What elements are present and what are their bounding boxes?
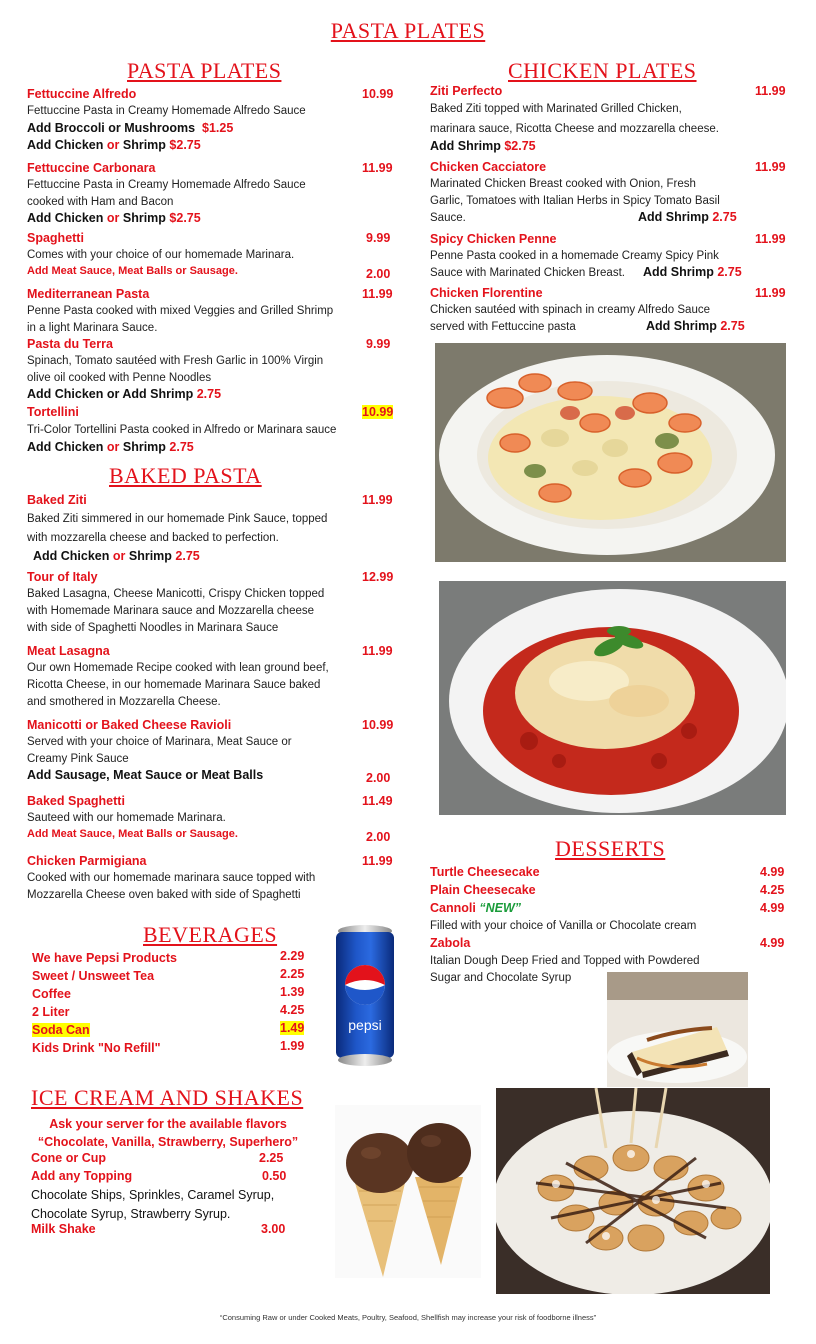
pepsi-can-label: pepsi — [348, 1017, 382, 1033]
item-name: Ziti Perfecto — [430, 84, 503, 98]
icecream-section-title: ICE CREAM AND SHAKES — [31, 1085, 304, 1110]
item-name: Pasta du Terra — [27, 337, 113, 351]
item-addon: Add Meat Sauce, Meat Balls or Sausage. — [27, 265, 238, 277]
item-description: Cooked with our homemade marinara sauce topped with Mozzarella Cheese oven baked with side of Spaghetti — [27, 872, 316, 901]
item-price: 10.99 — [362, 87, 394, 101]
item-price: 11.99 — [362, 854, 393, 868]
item-price: 11.99 — [755, 84, 786, 98]
item-addon: Add Meat Sauce, Meat Balls or Sausage. — [27, 828, 238, 840]
beverage-list — [32, 949, 312, 1057]
pepsi-can-image — [332, 923, 398, 1068]
chicken-section-title: CHICKEN PLATES — [508, 58, 697, 83]
item-price: 2.25 — [259, 1151, 284, 1165]
item-name: Milk Shake — [31, 1222, 96, 1236]
item-addon: Add Shrimp 2.75 — [646, 319, 745, 333]
item-price: 9.99 — [366, 337, 391, 351]
item-name: Zabola — [430, 936, 471, 950]
item-name: Tortellini — [27, 405, 79, 419]
item-name: Fettuccine Alfredo — [27, 87, 137, 101]
toppings-description: Chocolate Ships, Sprinkles, Caramel Syrup, Chocolate Syrup, Strawberry Syrup. — [31, 1188, 275, 1221]
item-description: Comes with your choice of our homemade Marinara. — [27, 249, 295, 261]
baked-section-title: BAKED PASTA — [109, 463, 262, 488]
item-name: Fettuccine Carbonara — [27, 161, 156, 175]
item-description: Marinated Chicken Breast cooked with Onion, Fresh Garlic, Tomatoes with Italian Herbs in Spicy Tomato Basil Sauce. — [430, 178, 720, 224]
item-addon: Add Chicken or Add Shrimp 2.75 — [27, 387, 222, 401]
item-name: Tour of Italy — [27, 570, 98, 584]
desserts-section-title: DESSERTS — [555, 836, 666, 861]
item-price: 11.99 — [362, 287, 393, 301]
addon-price: 2.00 — [366, 830, 391, 844]
item-description: Penne Pasta cooked in a homemade Creamy Spicy Pink Sauce with Marinated Chicken Breast. — [430, 250, 719, 279]
list-item: Soda Can 1.49 — [32, 1021, 305, 1037]
item-price: 11.99 — [362, 493, 393, 507]
item-price: 4.25 — [760, 883, 785, 897]
item-addon: Add Chicken or Shrimp 2.75 — [27, 440, 194, 454]
item-description: Penne Pasta cooked with mixed Veggies and Grilled Shrimp in a light Marinara Sauce. — [27, 305, 334, 334]
flavor-note: Ask your server for the available flavors “Chocolate, Vanilla, Strawberry, Superhero” — [37, 1117, 299, 1149]
item-addon: Add Shrimp 2.75 — [638, 210, 737, 224]
item-addon: Add Chicken or Shrimp $2.75 — [27, 211, 201, 225]
item-name: Turtle Cheesecake — [430, 865, 540, 879]
item-description: Baked Ziti topped with Marinated Grilled Chicken, marinara sauce, Ricotta Cheese and mozzarella cheese. — [430, 103, 719, 135]
item-addon: Add Chicken or Shrimp 2.75 — [33, 549, 200, 563]
item-price: 4.99 — [760, 901, 785, 915]
item-description: Chicken sautéed with spinach in creamy Alfredo Sauce served with Fettuccine pasta — [430, 304, 710, 333]
item-price: 9.99 — [366, 231, 391, 245]
item-description: Our own Homemade Recipe cooked with lean ground beef, Ricotta Cheese, in our homemade Marinara Sauce baked and smothered in Mozzarella Cheese. — [27, 662, 329, 708]
item-name: Baked Ziti — [27, 493, 87, 507]
item-price: 12.99 — [362, 570, 394, 584]
list-item: Coffee 1.39 — [32, 985, 305, 1001]
pasta-section-title: PASTA PLATES — [127, 58, 282, 83]
lasagna-image — [439, 581, 786, 815]
item-name: Chicken Parmigiana — [27, 854, 147, 868]
item-price: 4.99 — [760, 936, 785, 950]
item-name: Mediterranean Pasta — [27, 287, 150, 301]
ice-cream-image — [335, 1105, 481, 1278]
list-item: Kids Drink "No Refill" 1.99 — [32, 1039, 305, 1055]
item-description: Served with your choice of Marinara, Meat Sauce or Creamy Pink Sauce — [27, 736, 292, 765]
beverages-section-title: BEVERAGES — [143, 922, 278, 947]
tortellini-shrimp-image — [435, 343, 786, 562]
item-name: Baked Spaghetti — [27, 794, 125, 808]
page-title: PASTA PLATES — [330, 18, 486, 43]
item-description: Tri-Color Tortellini Pasta cooked in Alfredo or Marinara sauce — [27, 424, 337, 436]
item-name: Cone or Cup — [31, 1151, 106, 1165]
item-name: Add any Topping — [31, 1169, 133, 1183]
cheesecake-image — [607, 972, 748, 1087]
item-price: 10.99 — [362, 718, 394, 732]
item-price: 4.99 — [760, 865, 785, 879]
item-name: Manicotti or Baked Cheese Ravioli — [27, 718, 232, 732]
item-description: Filled with your choice of Vanilla or Chocolate cream — [430, 920, 697, 932]
item-description: Italian Dough Deep Fried and Topped with Powdered Sugar and Chocolate Syrup — [430, 955, 700, 984]
item-price: 3.00 — [261, 1222, 286, 1236]
addon-price: 2.00 — [366, 771, 391, 785]
item-addon: Add Shrimp 2.75 — [643, 265, 742, 279]
item-addon: Add Shrimp $2.75 — [430, 139, 536, 153]
item-name: Spicy Chicken Penne — [430, 232, 557, 246]
item-price: 11.99 — [362, 161, 393, 175]
item-description: Baked Ziti simmered in our homemade Pink Sauce, topped with mozzarella cheese and backed to perfection. — [27, 513, 328, 544]
item-addon: Add Sausage, Meat Sauce or Meat Balls — [27, 768, 264, 782]
item-description: Spinach, Tomato sautéed with Fresh Garlic in 100% Virgin olive oil cooked with Penne Noodles — [27, 355, 324, 384]
item-name: Chicken Cacciatore — [430, 160, 547, 174]
item-addon: Add Broccoli or Mushrooms $1.25 — [27, 121, 234, 135]
item-description: Baked Lasagna, Cheese Manicotti, Crispy Chicken topped with Homemade Marinara sauce and Mozzarella cheese with side of Spaghetti Noodles in Marinara Sauce — [27, 588, 325, 634]
item-price: 11.99 — [755, 232, 786, 246]
item-price: 10.99 — [362, 405, 394, 419]
item-name: Plain Cheesecake — [430, 883, 536, 897]
item-price: 11.99 — [755, 286, 786, 300]
list-item: We have Pepsi Products 2.29 — [32, 949, 305, 965]
item-description: Fettuccine Pasta in Creamy Homemade Alfredo Sauce — [27, 105, 306, 117]
item-description: Sauteed with our homemade Marinara. — [27, 812, 226, 824]
item-name: Spaghetti — [27, 231, 84, 245]
list-item: 2 Liter 4.25 — [32, 1003, 305, 1019]
item-addon: Add Chicken or Shrimp $2.75 — [27, 138, 201, 152]
item-price: 11.49 — [362, 794, 393, 808]
item-name: Meat Lasagna — [27, 644, 110, 658]
item-description: Fettuccine Pasta in Creamy Homemade Alfredo Sauce cooked with Ham and Bacon — [27, 179, 306, 208]
item-name: Cannoli “NEW” — [430, 901, 521, 915]
footer-disclaimer: “Consuming Raw or under Cooked Meats, Poultry, Seafood, Shellfish may increase your risk of foodborne illness” — [219, 1313, 597, 1322]
list-item: Sweet / Unsweet Tea 2.25 — [32, 967, 305, 983]
item-name: Chicken Florentine — [430, 286, 543, 300]
addon-price: 2.00 — [366, 267, 391, 281]
item-price: 11.99 — [755, 160, 786, 174]
item-price: 0.50 — [262, 1169, 287, 1183]
zabola-image — [496, 1088, 770, 1294]
item-price: 11.99 — [362, 644, 393, 658]
